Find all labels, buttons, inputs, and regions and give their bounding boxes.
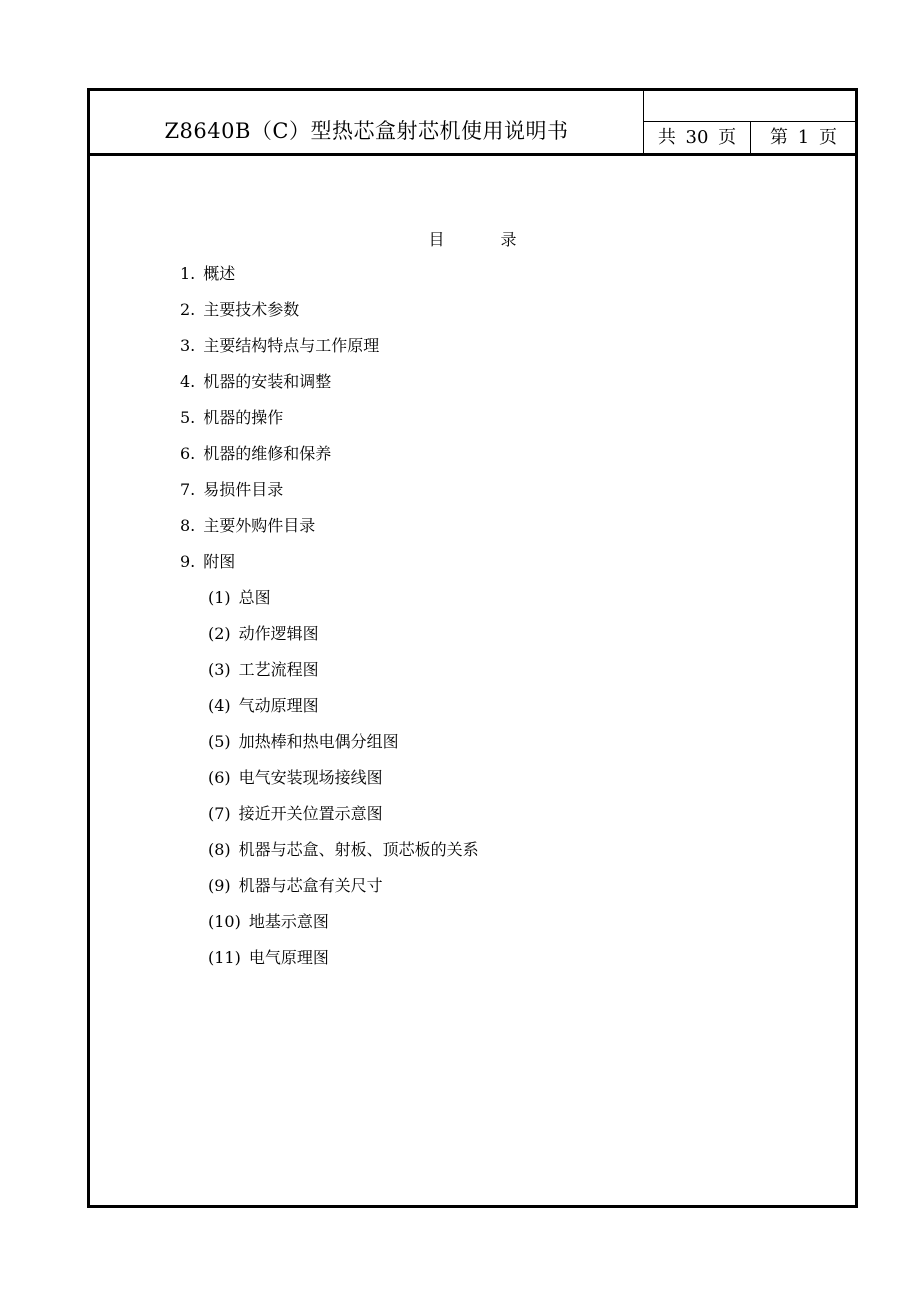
toc-item: [180, 548, 479, 584]
toc-item-number: 8.: [180, 516, 196, 535]
toc-item-number: 2.: [180, 300, 196, 319]
toc-item-label: 接近开关位置示意图: [238, 804, 383, 823]
toc-item: [180, 296, 479, 332]
toc-item-label: 机器的安装和调整: [203, 372, 332, 391]
toc-item: [180, 836, 479, 872]
toc-item: [180, 656, 479, 692]
toc-item: [180, 404, 479, 440]
toc-item-label: 主要技术参数: [203, 300, 300, 319]
toc-item-number: 3.: [180, 336, 196, 355]
toc-item: [180, 692, 479, 728]
toc-item: [180, 260, 479, 296]
toc-item: [180, 584, 479, 620]
toc-item-label: 附图: [203, 552, 236, 571]
toc-list: [180, 260, 479, 980]
toc-item-number: (1): [208, 588, 231, 607]
toc-item-label: 动作逻辑图: [238, 624, 319, 643]
toc-item-number: 7.: [180, 480, 196, 499]
page-info-box: [643, 91, 856, 153]
toc-item-label: 机器的维修和保养: [203, 444, 332, 463]
toc-item-label: 电气安装现场接线图: [238, 768, 383, 787]
toc-item-label: 主要结构特点与工作原理: [203, 336, 380, 355]
toc-item-number: 1.: [180, 264, 196, 283]
toc-item: [180, 368, 479, 404]
toc-item: [180, 728, 479, 764]
toc-item-number: (7): [208, 804, 231, 823]
toc-item: [180, 512, 479, 548]
toc-item-label: 气动原理图: [238, 696, 319, 715]
toc-item-label: 总图: [238, 588, 271, 607]
toc-item-number: 9.: [180, 552, 196, 571]
page-info-blank-cell: [644, 91, 856, 122]
toc-item: [180, 440, 479, 476]
toc-item-label: 电气原理图: [248, 948, 329, 967]
toc-item: [180, 764, 479, 800]
toc-item-label: 地基示意图: [248, 912, 329, 931]
toc-item-number: (8): [208, 840, 231, 859]
toc-item: [180, 332, 479, 368]
toc-item: [180, 908, 479, 944]
toc-item-label: 机器与芯盒、射板、顶芯板的关系: [238, 840, 479, 859]
toc-item-number: (3): [208, 660, 231, 679]
toc-item-number: (11): [208, 948, 241, 967]
current-page: 第 1 页: [770, 127, 837, 148]
toc-item-number: 5.: [180, 408, 196, 427]
toc-item-number: (10): [208, 912, 241, 931]
toc-item-number: (5): [208, 732, 231, 751]
toc-item-label: 工艺流程图: [238, 660, 319, 679]
toc-item-label: 加热棒和热电偶分组图: [238, 732, 399, 751]
document-header: [90, 91, 855, 156]
toc-item-label: 机器与芯盒有关尺寸: [238, 876, 383, 895]
toc-item: [180, 944, 479, 980]
toc-item: [180, 800, 479, 836]
toc-heading: 目录: [428, 230, 573, 249]
toc-item-number: (9): [208, 876, 231, 895]
toc-item-number: (4): [208, 696, 231, 715]
total-pages: 共 30 页: [644, 122, 751, 153]
document-frame: [87, 88, 858, 1208]
toc-item-label: 概述: [203, 264, 236, 283]
toc-item-label: 机器的操作: [203, 408, 284, 427]
toc-item-number: (2): [208, 624, 231, 643]
toc-item-number: (6): [208, 768, 231, 787]
toc-item-number: 4.: [180, 372, 196, 391]
toc-item-label: 主要外购件目录: [203, 516, 316, 535]
toc-item: [180, 476, 479, 512]
toc-item: [180, 872, 479, 908]
toc-item-label: 易损件目录: [203, 480, 284, 499]
toc-item-number: 6.: [180, 444, 196, 463]
document-title: Z8640B（C）型热芯盒射芯机使用说明书: [164, 119, 569, 143]
toc-item: [180, 620, 479, 656]
